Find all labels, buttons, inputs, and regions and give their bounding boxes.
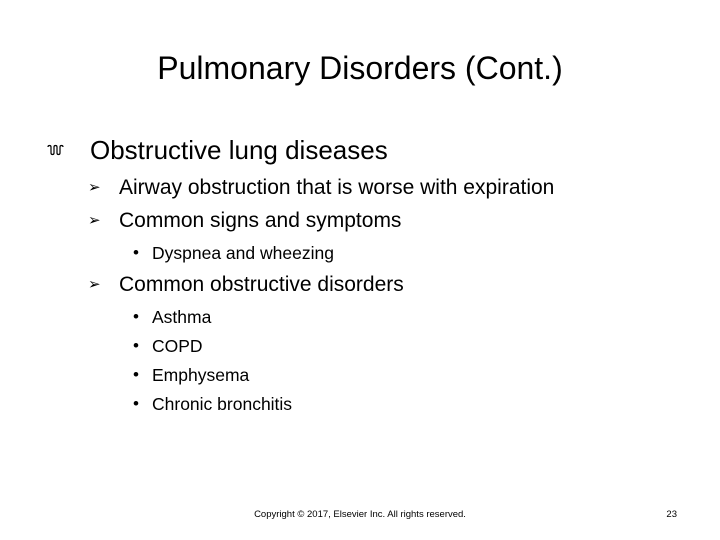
dot-bullet-icon: • [133, 365, 139, 384]
list-item [88, 269, 404, 301]
dot-bullet-icon: • [133, 243, 139, 262]
dot-bullet-icon: • [133, 394, 139, 413]
level1-text: Obstructive lung diseases [90, 135, 388, 165]
arrowhead-bullet-icon: ➢ [88, 276, 101, 293]
dot-bullet-icon: • [133, 336, 139, 355]
sub-list-item-text: Asthma [152, 307, 212, 327]
page-number: 23 [666, 509, 677, 520]
list-item [88, 205, 401, 237]
list-item-text: Airway obstruction that is worse with expiration [119, 176, 555, 199]
sub-list-item [133, 361, 249, 389]
copyright-text: Copyright © 2017, Elsevier Inc. All rights reserved. [254, 509, 466, 520]
sub-list-item-text: COPD [152, 336, 203, 356]
sub-list-item [133, 239, 334, 267]
arrowhead-bullet-icon: ➢ [88, 212, 101, 229]
level1-bullet [46, 132, 388, 168]
arrowhead-bullet-icon: ➢ [88, 179, 101, 196]
sub-list-item [133, 332, 203, 360]
slide-title: Pulmonary Disorders (Cont.) [157, 50, 563, 86]
dot-bullet-icon: • [133, 307, 139, 326]
scroll-icon [46, 144, 90, 156]
list-item-text: Common obstructive disorders [119, 273, 404, 296]
sub-list-item [133, 390, 292, 418]
copyright-notice [0, 508, 720, 522]
sub-list-item-text: Chronic bronchitis [152, 394, 293, 414]
sub-list-item-text: Dyspnea and wheezing [152, 243, 334, 263]
list-item-text: Common signs and symptoms [119, 209, 402, 232]
list-item [88, 172, 554, 204]
sub-list-item [133, 303, 211, 331]
sub-list-item-text: Emphysema [152, 365, 250, 385]
